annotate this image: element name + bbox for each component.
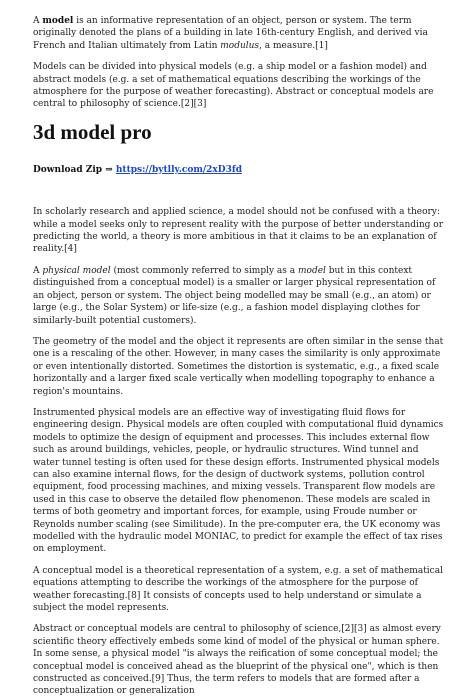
intro-paragraph-1	[33, 15, 444, 52]
body-paragraph-3: The geometry of the model and the object it represents are often similar in the sense that one is a rescaling of the other. However, in many cases the similarity is only approximate or even intentionally distorted. Sometimes the distortion is systematic, e.g., a fixed scale horizontally and a larger fixed scale vertically when modelling topography to enhance a region's mountains.	[33, 336, 444, 397]
body-paragraph-4: Instrumented physical models are an effective way of investigating fluid flows for engineering design. Physical models are often coupled with computational fluid dynamics models to optimize the design of equipment and processes. This includes external flow such as around buildings, vehicles, people, or hydraulic structures. Wind tunnel and water tunnel testing is often used for these design efforts. Instrumented physical models can also examine internal flows, for the design of ductwork systems, pollution control equipment, food processing machines, and mixing vessels. Transparent flow models are used in this case to observe the detailed flow phenomenon. These models are scaled in terms of both geometry and important forces, for example, using Froude number or Reynolds number scaling (see Similitude). In the pre-computer era, the UK economy was modelled with the hydraulic model MONIAC, to predict for example the effect of tax rises on employment.	[33, 407, 444, 555]
intro1-text-a: A	[33, 16, 43, 26]
p2-italic-term-1: physical model	[42, 265, 111, 276]
p2-text-a: A	[33, 265, 43, 276]
download-link[interactable]: https://bytlly.com/2xD3fd	[115, 164, 242, 175]
body-paragraph-6: Abstract or conceptual models are central to philosophy of science,[2][3] as almost every scientific theory effectively embeds some kind of model of the physical or human sphere. In some sense, a physical model "is always the reification of some conceptual model; the conceptual model is conceived ahead as the blueprint of the physical one", which is then constructed as conceived.[9] Thus, the term refers to models that are formed after a conceptualization or generalization	[33, 624, 441, 697]
intro-paragraph-2: Models can be divided into physical models (e.g. a ship model or a fashion model) and abstract models (e.g. a set of mathematical equations describing the workings of the atmosphere for the purpose of weather forecasting). Abstract or conceptual models are central to philosophy of science.[2][3]	[33, 62, 434, 110]
page-heading: 3d model pro	[33, 119, 152, 144]
intro1-text-b: is an informative representation of an object, person or system. The term originally denoted the plans of a building in late 16th-century English, and derived via French and Italian ultimately from Latin	[33, 16, 428, 51]
p2-text-c: but in this context distinguished from a conceptual model) is a smaller or larger physical representation of an object, person or system. The object being modelled may be small (e.g., an atom) or large (e.g., the Solar System) or life-size (e.g., a fashion model displaying clothes for similarly-built potential customers).	[33, 265, 436, 326]
p2-text-b: (most commonly referred to simply as a	[110, 265, 298, 276]
body-paragraph-2	[33, 265, 444, 327]
p2-italic-term-2: model	[298, 265, 326, 276]
intro1-bold-term: model	[42, 16, 74, 26]
body-paragraph-1: In scholarly research and applied science, a model should not be confused with a theory: while a model seeks only to represent reality with the purpose of better understanding or predicting the world, a theory is more ambitious in that it claims to be an explanation of reality.[4]	[33, 207, 444, 255]
intro1-italic-term: modulus	[220, 40, 260, 51]
download-line	[33, 164, 444, 176]
body-paragraph-5: A conceptual model is a theoretical representation of a system, e.g. a set of mathematical equations attempting to describe the workings of the atmosphere for the purpose of weather forecasting.[8] It consists of concepts used to help understand or simulate a subject the model represents.	[33, 565, 443, 614]
download-label: Download Zip ⇒	[33, 164, 116, 175]
intro1-text-c: , a measure.[1]	[259, 40, 328, 51]
